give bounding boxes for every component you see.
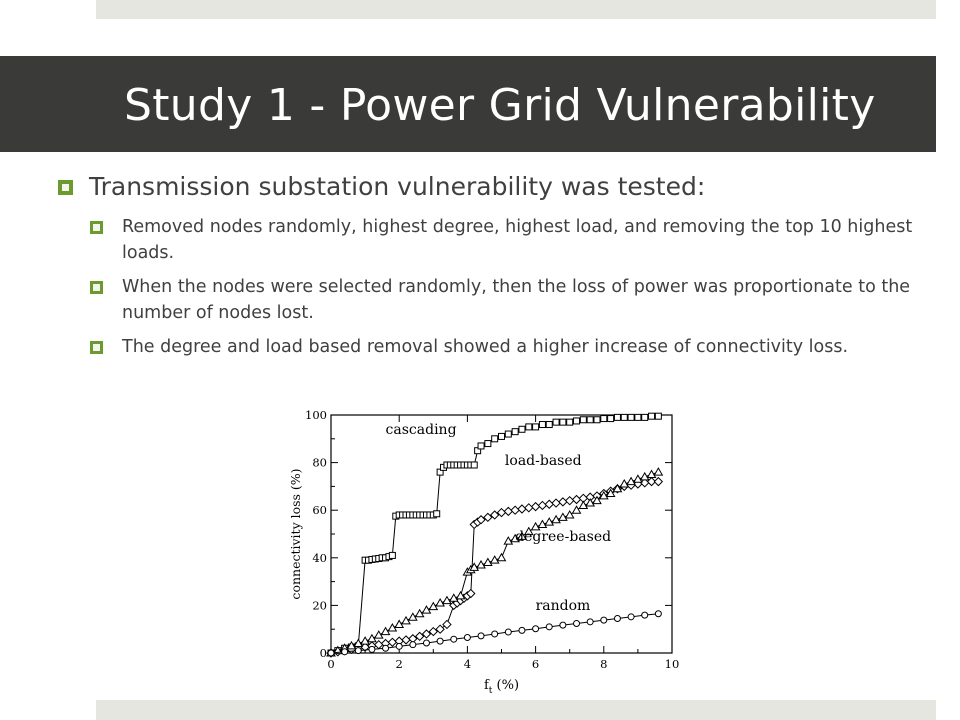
y-tick-label: 80 [312,455,327,470]
cascading-point [519,426,525,432]
cascading-point [574,418,580,424]
y-tick-label: 60 [312,503,327,518]
random-point [587,619,593,625]
load-based-series-label: load-based [504,452,582,469]
cascading-point [526,424,532,430]
degree-based-series-label: degree-based [515,529,612,546]
cascading-point [505,431,511,437]
random-point [423,640,429,646]
cascading-point [471,462,477,468]
cascading-point [485,441,491,447]
random-point [574,620,580,626]
random-point [464,635,470,641]
random-point [478,633,484,639]
bullet-text: Removed nodes randomly, highest degree, highest load, and removing the top 10 highest loads. [122,217,913,263]
cascading-point [655,413,661,419]
x-tick-label: 8 [600,657,608,671]
bottom-accent-bar [96,700,936,720]
random-point [355,648,361,654]
degree-based-point [566,511,574,518]
cascading-point [580,417,586,423]
cascading-point [533,424,539,430]
load-based-point [654,478,662,486]
load-based-point [552,499,560,507]
cascading-point [499,433,505,439]
chart-svg [280,400,700,696]
slide-title: Study 1 - Power Grid Vulnerability [124,80,876,131]
load-based-point [443,620,451,628]
random-point [560,622,566,628]
square-bullet-icon [90,341,103,354]
random-point [655,611,661,617]
cascading-series-label: cascading [385,422,457,439]
random-point [410,642,416,648]
x-tick-label: 10 [664,657,680,671]
cascading-point [539,422,545,428]
degree-based-point [573,506,581,513]
random-point [328,650,334,656]
bullet-text: When the nodes were selected randomly, then the loss of power was proportionate to the number of nodes lost. [122,277,911,323]
cascading-point [389,552,395,558]
square-bullet-icon [90,221,103,234]
load-based-line [331,482,658,653]
y-tick-label: 0 [319,646,327,660]
y-tick-label: 20 [312,598,327,613]
cascading-point [512,429,518,435]
load-based-point [525,504,533,512]
load-based-point [573,495,581,503]
sub-bullet-item [58,334,918,360]
random-point [505,629,511,635]
random-point [492,631,498,637]
random-point [519,627,525,633]
degree-based-point [654,468,662,475]
bullet-list [58,168,918,360]
cascading-point [621,414,627,420]
cascading-point [567,419,573,425]
bullet-item [58,168,918,206]
square-bullet-icon [90,281,103,294]
degree-based-point [498,554,506,561]
cascading-point [492,436,498,442]
random-point [628,614,634,620]
cascading-point [614,414,620,420]
load-based-point [504,507,512,515]
bullet-text: The degree and load based removal showed a higher increase of connectivity loss. [122,337,849,357]
cascading-point [608,416,614,422]
random-point [533,626,539,632]
load-based-point [559,498,567,506]
cascading-point [628,414,634,420]
cascading-point [560,419,566,425]
load-based-point [538,501,546,509]
random-point [369,646,375,652]
title-band [0,56,936,152]
y-tick-label: 40 [312,550,327,565]
random-point [642,612,648,618]
random-point [437,638,443,644]
cascading-point [434,511,440,517]
x-tick-label: 6 [531,657,540,671]
sub-bullet-item [58,214,918,266]
x-tick-label: 0 [327,657,335,671]
cascading-point [601,416,607,422]
top-accent-bar [96,0,936,19]
random-point [546,624,552,630]
cascading-point [553,419,559,425]
square-bullet-icon [58,180,73,195]
x-tick-label: 4 [463,657,472,671]
load-based-point [388,638,396,646]
cascading-point [642,414,648,420]
cascading-point [635,414,641,420]
cascading-point [649,413,655,419]
cascading-point [546,422,552,428]
load-based-point [566,497,574,505]
plot-frame [331,415,672,653]
cascading-point [478,443,484,449]
x-axis-label: $f_t$ (%) [483,678,520,696]
random-point [396,643,402,649]
y-axis-label: connectivity loss (%) [288,468,303,600]
random-point [342,649,348,655]
random-point [383,645,389,651]
x-tick-label: 2 [395,657,403,671]
load-based-point [518,505,526,513]
bullet-text: Transmission substation vulnerability was tested: [89,172,706,201]
load-based-point [545,500,553,508]
random-point [451,636,457,642]
connectivity-loss-chart [280,400,700,696]
random-series-label: random [535,598,591,615]
load-based-point [402,636,410,644]
sub-bullet-item [58,274,918,326]
load-based-point [532,503,540,511]
random-point [601,617,607,623]
cascading-point [587,417,593,423]
y-tick-label: 100 [305,408,327,422]
load-based-point [511,506,519,514]
cascading-point [594,417,600,423]
random-point [614,615,620,621]
